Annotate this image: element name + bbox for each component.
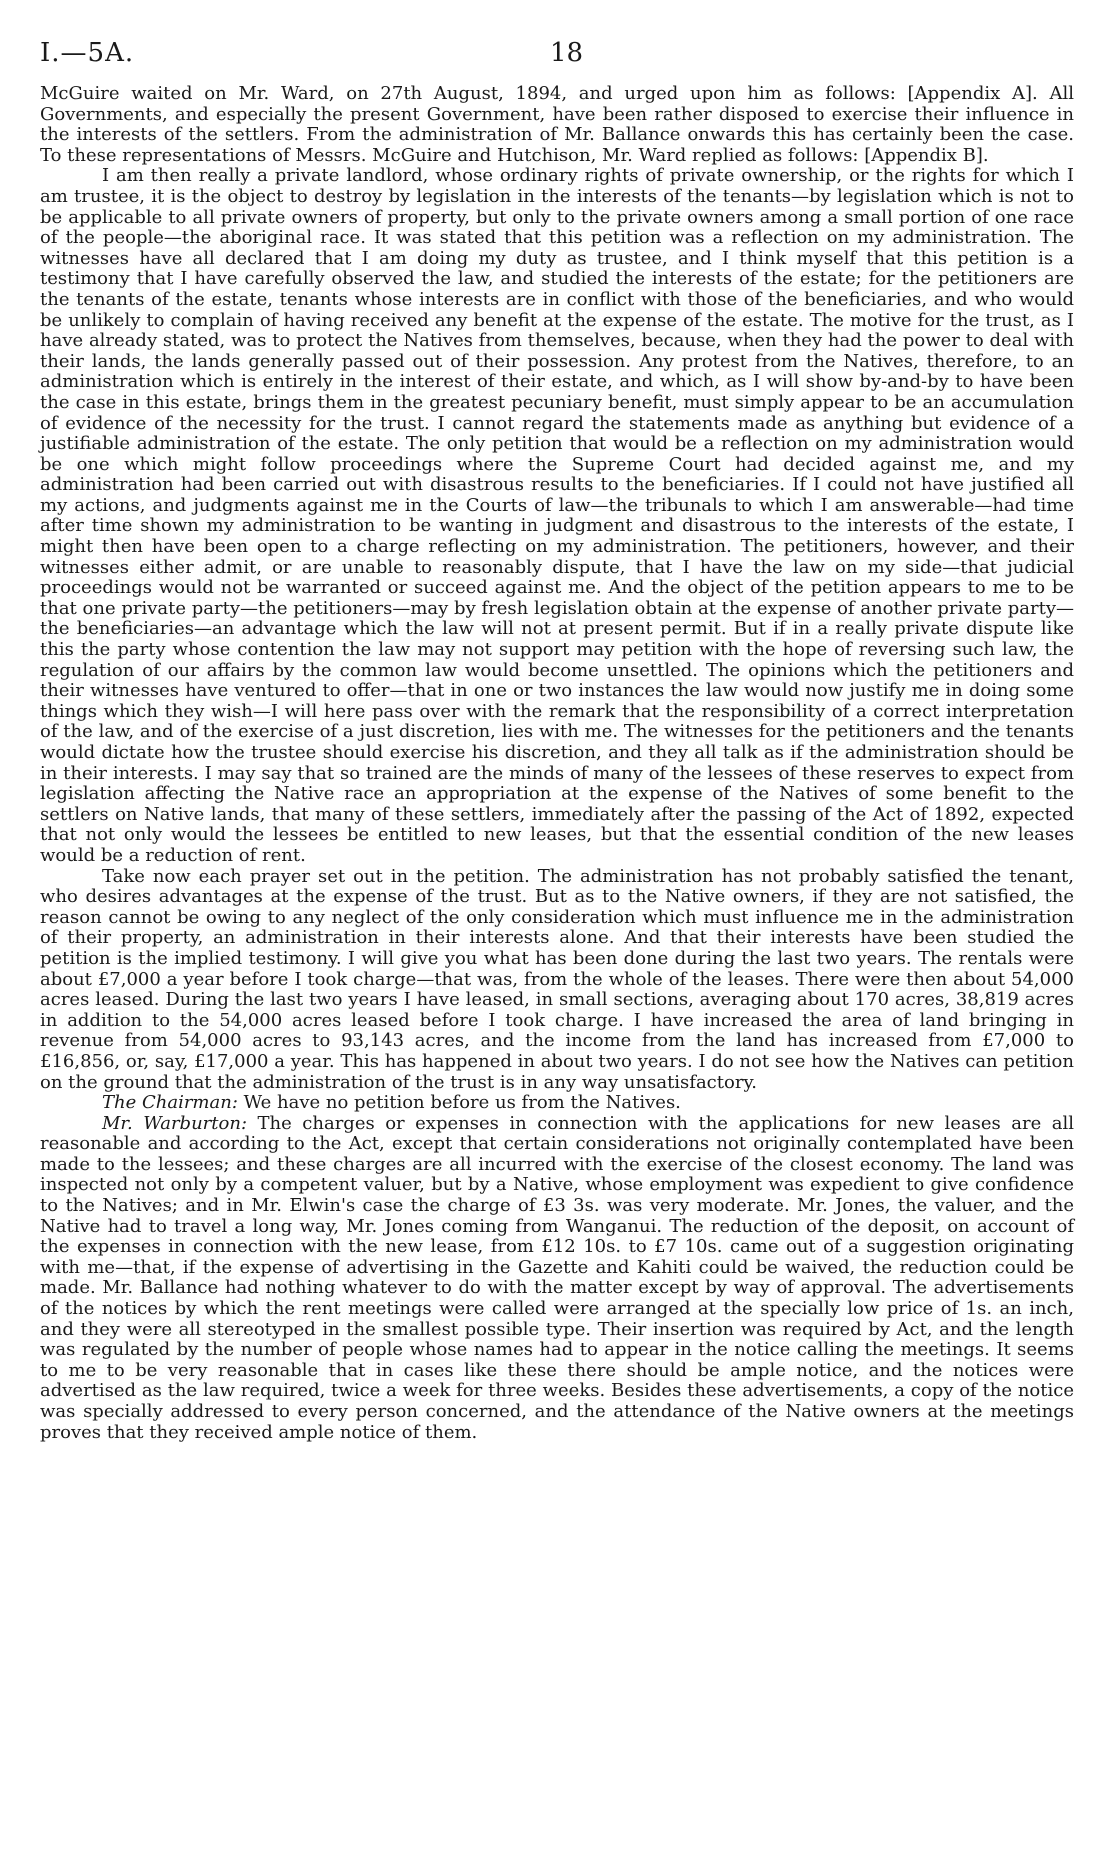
paragraph-4 xyxy=(40,1093,1074,1114)
paragraph-text: The charges or expenses in connection with the applications for new leases are all reasonable and according to the Act, except that certain considerations not originally contemplated have been made to the lessees; and these charges are all incurred with the exercise of the closest economy. The land was inspected not only by a competent valuer, but by a Native, whose employment was expedient to give confidence to the Natives; and in Mr. Elwin's case the charge of £3 3s. was very moderate. Mr. Jones, the valuer, and the Native had to travel a long way, Mr. Jones coming from Wanganui. The reduction of the deposit, on account of the expenses in connection with the new lease, from £12 10s. to £7 10s. came out of a suggestion originating with me—that, if the expense of advertising in the Gazette and Kahiti could be waived, the reduction could be made. Mr. Ballance had nothing whatever to do with the matter except by way of approval. The advertisements of the notices by which the rent meetings were called were arranged at the specially low price of 1s. an inch, and they were all stereotyped in the smallest possible type. Their insertion was required by Act, and the length was regulated by the number of people whose names had to appear in the notice calling the meetings. It seems to me to be very reasonable that in cases like these there should be ample notice, and the notices were advertised as the law required, twice a week for three weeks. Besides these advertisements, a copy of the notice was specially addressed to every person concerned, and the attendance of the Native owners at the meetings proves that they received ample notice of them. xyxy=(40,1112,1074,1443)
paragraph-text: We have no petition before us from the Natives. xyxy=(243,1092,681,1114)
document-reference: I.—5A. xyxy=(40,38,135,68)
body-text xyxy=(40,84,1074,1443)
page-number: 18 xyxy=(550,38,584,68)
paragraph-2 xyxy=(40,166,1074,866)
speaker-chairman: The Chairman: xyxy=(102,1092,238,1114)
paragraph-3 xyxy=(40,867,1074,1094)
paragraph-text: I am then really a private landlord, whose ordinary rights of private ownership, or the rights for which I am trustee, it is the object to destroy by legislation in the interests of the tenants—by legislation which is not to be applicable to all private owners of property, but only to the private owners among a small portion of one race of the people—the aboriginal race. It was stated that this petition was a reflection on my administration. The witnesses have all declared that I am doing my duty as trustee, and I think myself that this petition is a testimony that I have carefully observed the law, and studied the interests of the estate; for the petitioners are the tenants of the estate, tenants whose interests are in conflict with those of the beneficiaries, and who would be unlikely to complain of having received any benefit at the expense of the estate. The motive for the trust, as I have already stated, was to protect the Natives from themselves, because, when they had the power to deal with their lands, the lands generally passed out of their possession. Any protest from the Natives, therefore, to an administration which is entirely in the interest of their estate, and which, as I will show by-and-by to have been the case in this estate, brings them in the greatest pecuniary benefit, must simply appear to be an accumulation of evidence of the necessity for the trust. I cannot regard the statements made as anything but evidence of a justifiable administration of the estate. The only petition that would be a reflection on my administration would be one which might follow proceedings where the Supreme Court had decided against me, and my administration had been carried out with disastrous results to the beneficiaries. If I could not have justified all my actions, and judgments against me in the Courts of law—the tribunals to which I am answerable—had time after time shown my administration to be wanting in judgment and disastrous to the interests of the estate, I might then have been open to a charge reflecting on my administration. The petitioners, however, and their witnesses either admit, or are unable to reasonably dispute, that I have the law on my side—that judicial proceedings would not be warranted or succeed against me. And the object of the petition appears to me to be that one private party—the petitioners—may by fresh legislation obtain at the expense of another private party—the beneficiaries—an advantage which the law will not at present permit. But if in a really private dispute like this the party whose contention the law may not support may petition with the hope of reversing such law, the regulation of our affairs by the common law would become unsettled. The opinions which the petitioners and their witnesses have ventured to offer—that in one or two instances the law would now justify me in doing some things which they wish—I will here pass over with the remark that the responsibility of a correct interpretation of the law, and of the exercise of a just discretion, lies with me. The witnesses for the petitioners and the tenants would dictate how the trustee should exercise his discretion, and they all talk as if the administration should be in their interests. I may say that so trained are the minds of many of the lessees of these reserves to expect from legislation affecting the Native race an appropriation at the expense of the Natives of some benefit to the settlers on Native lands, that many of these settlers, immediately after the passing of the Act of 1892, expected that not only would the lessees be entitled to new leases, but that the essential condition of the new leases would be a reduction of rent. xyxy=(40,165,1074,866)
paragraph-5 xyxy=(40,1114,1074,1444)
paragraph-text: Take now each prayer set out in the petition. The administration has not probably satisfied the tenant, who desires advantages at the expense of the trust. But as to the Native owners, if they are not satisfied, the reason cannot be owing to any neglect of the only consideration which must influence me in the administration of their property, an administration in their interests alone. And that their interests have been studied the petition is the implied testimony. I will give you what has been done during the last two years. The rentals were about £7,000 a year before I took charge—that was, from the whole of the leases. There were then about 54,000 acres leased. During the last two years I have leased, in small sections, averaging about 170 acres, 38,819 acres in addition to the 54,000 acres leased before I took charge. I have increased the area of land bringing in revenue from 54,000 acres to 93,143 acres, and the income from the land has increased from £7,000 to £16,856, or, say, £17,000 a year. This has happened in about two years. I do not see how the Natives can petition on the ground that the administration of the trust is in any way unsatisfactory. xyxy=(40,865,1074,1093)
paragraph-text: McGuire waited on Mr. Ward, on 27th August, 1894, and urged upon him as follows: [Appendix A]. All Governments, and especially the present Government, have been rather disposed to exercise their influence in the interests of the settlers. From the administration of Mr. Ballance onwards this has certainly been the case. To these representations of Messrs. McGuire and Hutchison, Mr. Ward replied as follows: [Appendix B]. xyxy=(40,83,1074,166)
paragraph-1 xyxy=(40,84,1074,166)
speaker-warburton: Mr. Warburton: xyxy=(102,1112,248,1134)
page-header xyxy=(40,30,1076,70)
